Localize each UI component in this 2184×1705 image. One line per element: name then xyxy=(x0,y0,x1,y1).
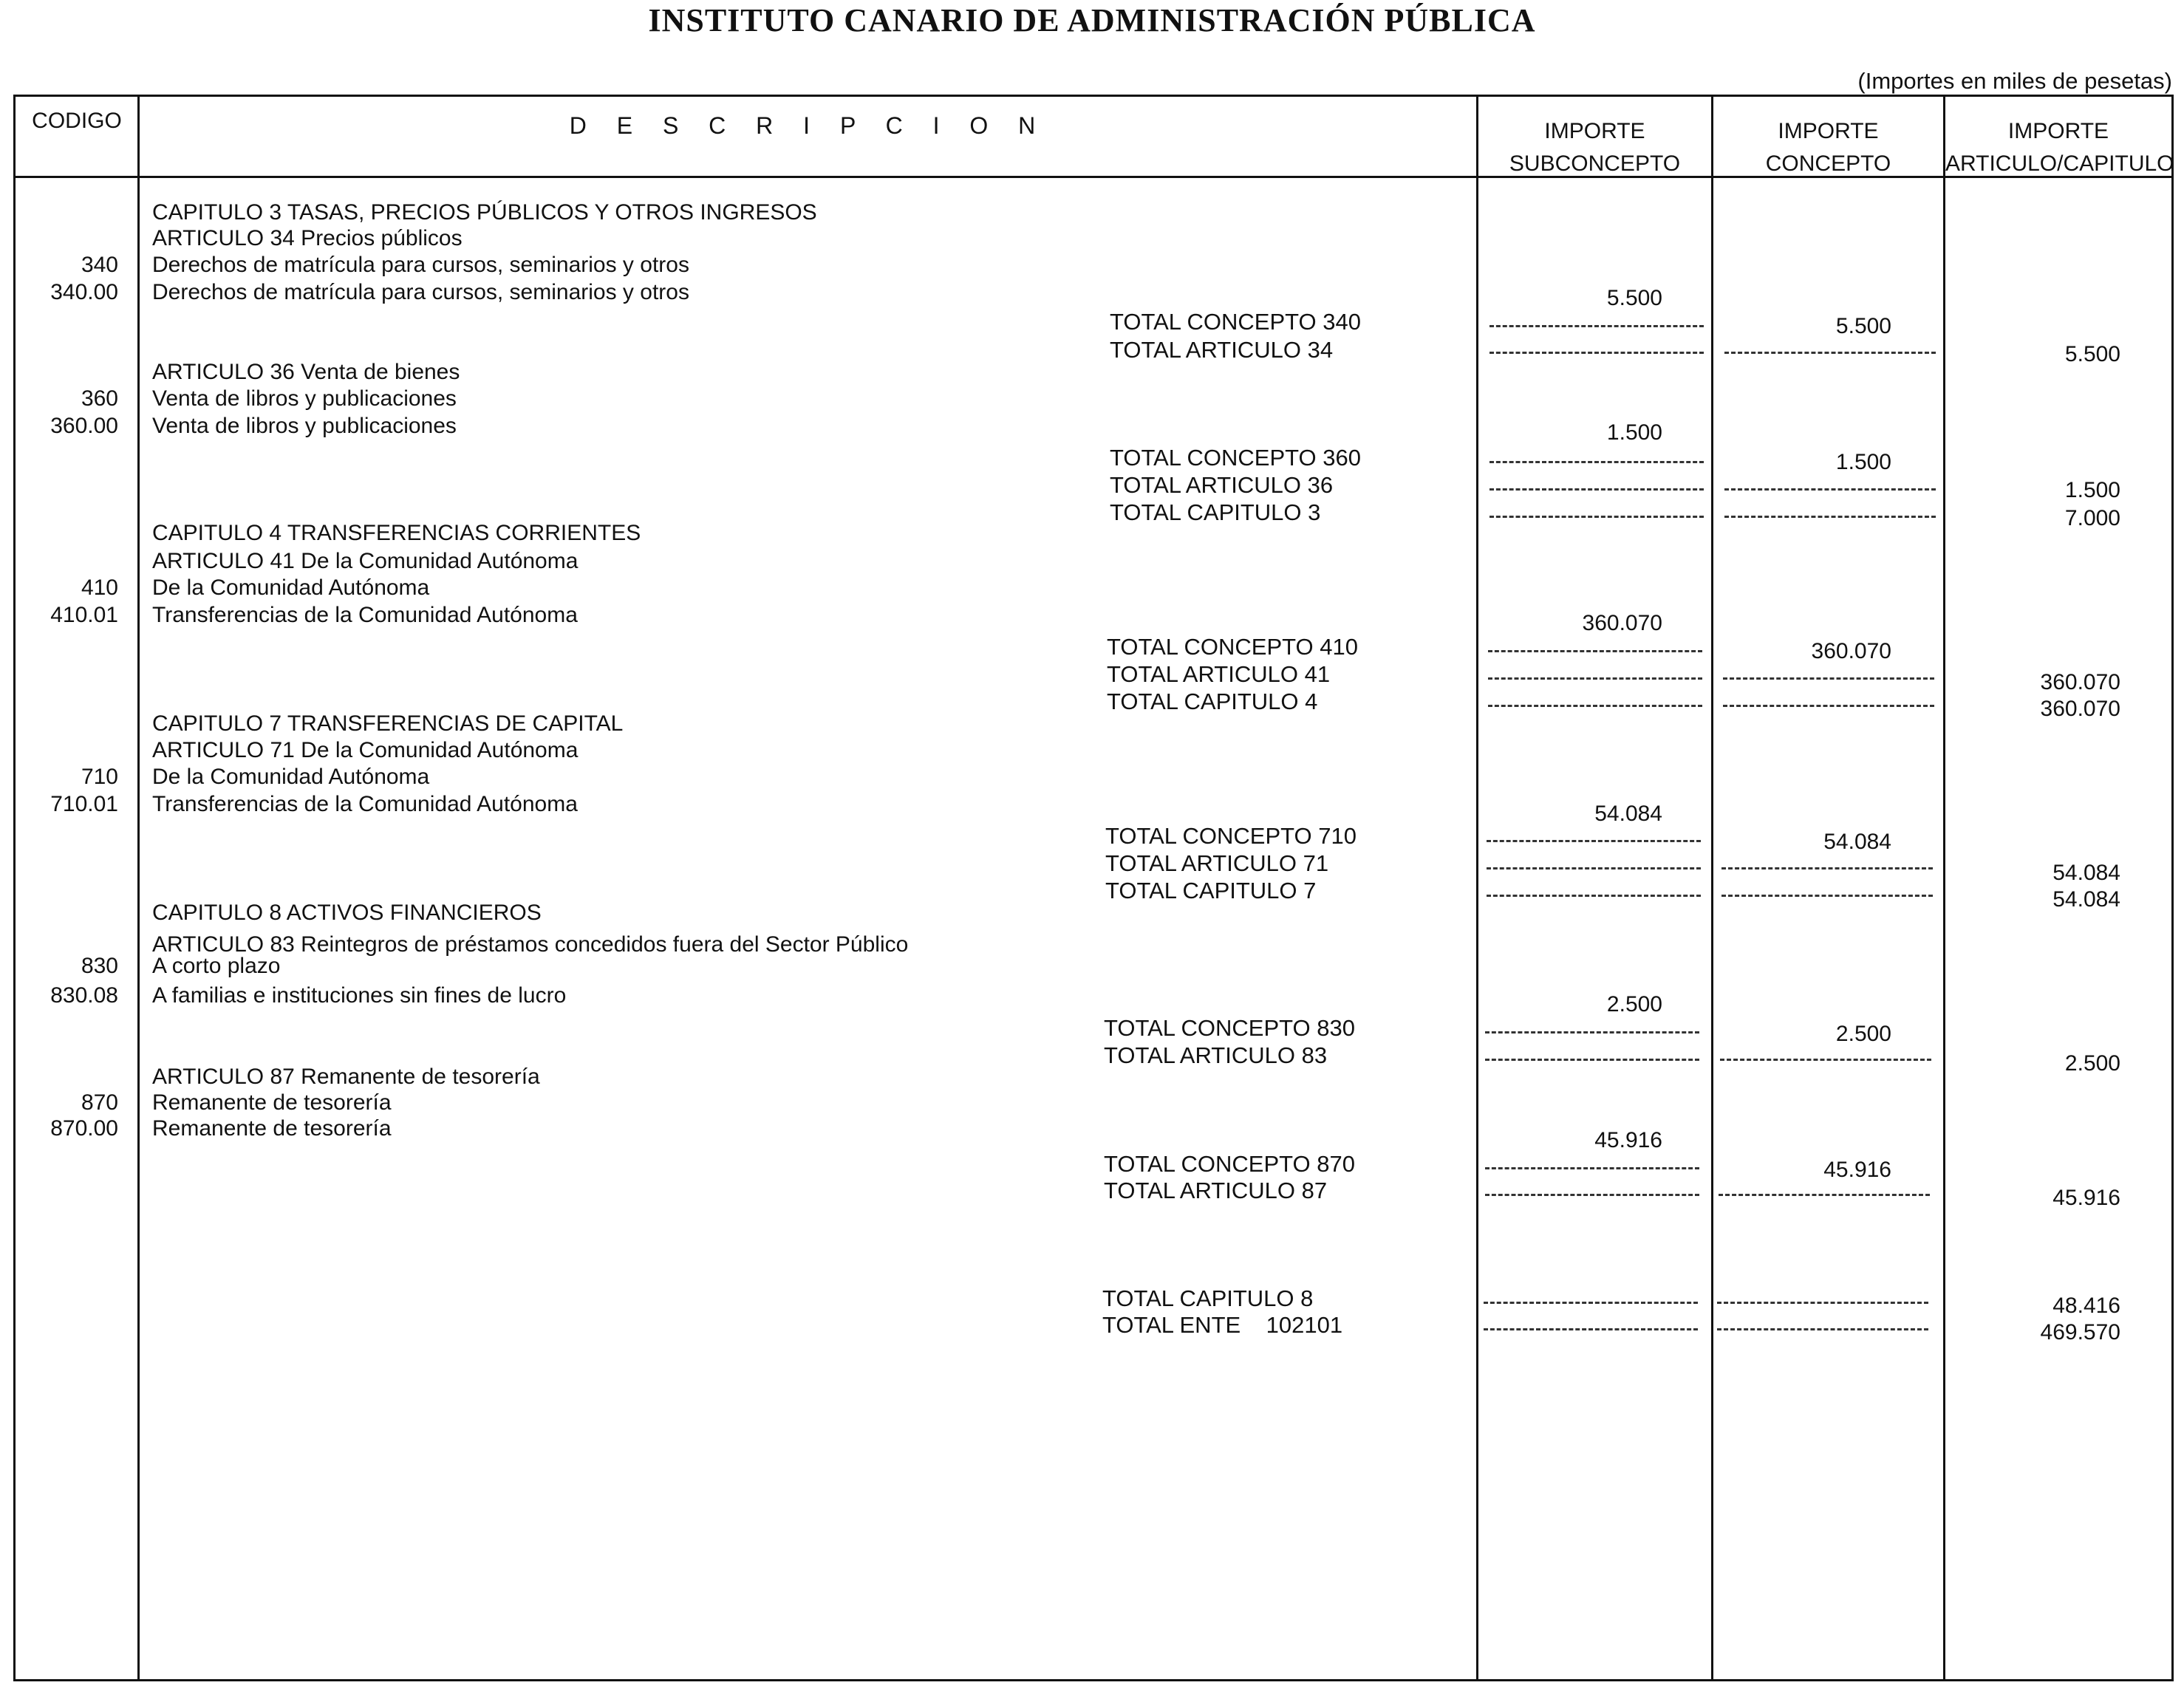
header-line: IMPORTE xyxy=(1778,119,1879,143)
header-descripcion: D E S C R I P C I O N xyxy=(569,112,1048,139)
articulo-amount: 1.500 xyxy=(2064,478,2120,502)
row-description: CAPITULO 3 TASAS, PRECIOS PÚBLICOS Y OTROS INGRESOS xyxy=(152,200,817,225)
dashed-leader xyxy=(1489,461,1704,463)
row-description: ARTICULO 41 De la Comunidad Autónoma xyxy=(152,549,579,573)
dashed-leader xyxy=(1724,516,1936,518)
articulo-amount: 5.500 xyxy=(2064,342,2120,366)
row-code: 830.08 xyxy=(50,983,118,1008)
dashed-leader xyxy=(1723,705,1934,707)
row-code: 870.00 xyxy=(50,1116,118,1141)
row-code: 360 xyxy=(81,386,118,411)
row-code: 410 xyxy=(81,575,118,600)
row-code: 360.00 xyxy=(50,414,118,438)
dashed-leader xyxy=(1724,488,1936,491)
total-label: TOTAL CAPITULO 8 xyxy=(1102,1285,1314,1311)
row-description: ARTICULO 71 De la Comunidad Autónoma xyxy=(152,738,579,762)
dashed-leader xyxy=(1488,677,1702,680)
dashed-leader xyxy=(1717,1328,1928,1330)
dashed-leader xyxy=(1489,516,1704,518)
row-description: CAPITULO 8 ACTIVOS FINANCIEROS xyxy=(152,901,542,925)
dashed-leader xyxy=(1717,1302,1928,1304)
total-label: TOTAL CONCEPTO 710 xyxy=(1105,823,1357,849)
row-code: 870 xyxy=(81,1090,118,1115)
total-label: TOTAL CONCEPTO 830 xyxy=(1104,1015,1355,1041)
header-importe-concepto xyxy=(1713,115,1943,180)
dashed-leader xyxy=(1487,867,1701,869)
subconcepto-amount: 1.500 xyxy=(1606,420,1662,445)
articulo-amount: 54.084 xyxy=(2052,861,2120,885)
row-description: Transferencias de la Comunidad Autónoma xyxy=(152,792,578,816)
row-description: De la Comunidad Autónoma xyxy=(152,575,430,600)
total-label: TOTAL ARTICULO 71 xyxy=(1105,850,1329,876)
row-code: 340.00 xyxy=(50,280,118,304)
total-label: TOTAL ARTICULO 87 xyxy=(1104,1178,1328,1203)
total-label: TOTAL CAPITULO 3 xyxy=(1110,499,1321,525)
row-description: Derechos de matrícula para cursos, seminarios y otros xyxy=(152,280,689,304)
row-description: A familias e instituciones sin fines de lucro xyxy=(152,983,567,1008)
dashed-leader xyxy=(1485,1031,1699,1033)
row-description: De la Comunidad Autónoma xyxy=(152,765,430,789)
row-code: 410.01 xyxy=(50,603,118,627)
total-label: TOTAL CONCEPTO 410 xyxy=(1107,634,1358,660)
dashed-leader xyxy=(1485,1194,1699,1196)
dashed-leader xyxy=(1489,488,1704,491)
header-importe-subconcepto xyxy=(1478,115,1711,180)
row-description: ARTICULO 83 Reintegros de préstamos concedidos fuera del Sector Público xyxy=(152,932,909,957)
concepto-amount: 360.070 xyxy=(1811,639,1891,663)
subconcepto-amount: 45.916 xyxy=(1594,1128,1662,1152)
row-code: 340 xyxy=(81,253,118,277)
articulo-amount: 54.084 xyxy=(2052,887,2120,912)
concepto-amount: 1.500 xyxy=(1835,450,1891,474)
column-divider xyxy=(1476,95,1478,1681)
subconcepto-amount: 360.070 xyxy=(1582,611,1662,635)
header-line: IMPORTE xyxy=(2007,119,2109,143)
row-description: Transferencias de la Comunidad Autónoma xyxy=(152,603,578,627)
row-description: Remanente de tesorería xyxy=(152,1090,392,1115)
document-title: INSTITUTO CANARIO DE ADMINISTRACIÓN PÚBLICA xyxy=(648,2,1536,38)
row-description: ARTICULO 34 Precios públicos xyxy=(152,226,463,250)
row-description: A corto plazo xyxy=(152,954,281,978)
total-label: TOTAL CAPITULO 7 xyxy=(1105,878,1317,903)
total-label: TOTAL ARTICULO 34 xyxy=(1110,337,1334,363)
concepto-amount: 54.084 xyxy=(1823,830,1891,854)
header-line: ARTICULO/CAPITULO xyxy=(1945,151,2174,176)
units-note: (Importes en miles de pesetas) xyxy=(1857,68,2172,94)
dashed-leader xyxy=(1488,650,1702,652)
dashed-leader xyxy=(1489,325,1704,327)
column-divider xyxy=(137,95,140,1681)
dashed-leader xyxy=(1484,1328,1698,1330)
dashed-leader xyxy=(1488,705,1702,707)
header-importe-articulo-capitulo xyxy=(1945,115,2174,180)
subconcepto-amount: 2.500 xyxy=(1606,992,1662,1016)
dashed-leader xyxy=(1724,352,1936,354)
concepto-amount: 45.916 xyxy=(1823,1158,1891,1182)
articulo-amount: 360.070 xyxy=(2040,670,2120,694)
total-label: TOTAL CONCEPTO 870 xyxy=(1104,1151,1355,1177)
concepto-amount: 5.500 xyxy=(1835,314,1891,338)
articulo-amount: 48.416 xyxy=(2052,1294,2120,1318)
articulo-amount: 360.070 xyxy=(2040,697,2120,721)
dashed-leader xyxy=(1485,1059,1699,1061)
row-description: CAPITULO 7 TRANSFERENCIAS DE CAPITAL xyxy=(152,711,624,736)
dashed-leader xyxy=(1720,1059,1931,1061)
total-label: TOTAL ENTE 102101 xyxy=(1102,1312,1343,1338)
row-description: Remanente de tesorería xyxy=(152,1116,392,1141)
header-line: CONCEPTO xyxy=(1765,151,1891,176)
total-label: TOTAL CAPITULO 4 xyxy=(1107,689,1318,714)
subconcepto-amount: 5.500 xyxy=(1606,286,1662,310)
dashed-leader xyxy=(1719,1194,1930,1196)
row-code: 830 xyxy=(81,954,118,978)
articulo-amount: 7.000 xyxy=(2064,506,2120,530)
dashed-leader xyxy=(1485,1167,1699,1169)
row-description: Venta de libros y publicaciones xyxy=(152,414,457,438)
subconcepto-amount: 54.084 xyxy=(1594,802,1662,826)
dashed-leader xyxy=(1487,895,1701,897)
row-code: 710.01 xyxy=(50,792,118,816)
column-divider xyxy=(1711,95,1713,1681)
concepto-amount: 2.500 xyxy=(1835,1022,1891,1046)
total-label: TOTAL ARTICULO 36 xyxy=(1110,472,1334,498)
header-line: SUBCONCEPTO xyxy=(1509,151,1681,176)
articulo-amount: 2.500 xyxy=(2064,1051,2120,1076)
dashed-leader xyxy=(1721,867,1933,869)
row-description: Venta de libros y publicaciones xyxy=(152,386,457,411)
dashed-leader xyxy=(1484,1302,1698,1304)
row-code: 710 xyxy=(81,765,118,789)
header-codigo: CODIGO xyxy=(32,109,122,133)
column-divider xyxy=(1943,95,1945,1681)
row-description: CAPITULO 4 TRANSFERENCIAS CORRIENTES xyxy=(152,521,641,545)
articulo-amount: 45.916 xyxy=(2052,1186,2120,1210)
row-description: Derechos de matrícula para cursos, seminarios y otros xyxy=(152,253,689,277)
dashed-leader xyxy=(1723,677,1934,680)
dashed-leader xyxy=(1487,840,1701,842)
articulo-amount: 469.570 xyxy=(2040,1320,2120,1344)
row-description: ARTICULO 36 Venta de bienes xyxy=(152,360,460,384)
dashed-leader xyxy=(1721,895,1933,897)
total-label: TOTAL CONCEPTO 340 xyxy=(1110,309,1361,335)
total-label: TOTAL ARTICULO 41 xyxy=(1107,661,1331,687)
header-line: IMPORTE xyxy=(1544,119,1645,143)
row-description: ARTICULO 87 Remanente de tesorería xyxy=(152,1065,540,1089)
total-label: TOTAL CONCEPTO 360 xyxy=(1110,445,1361,471)
dashed-leader xyxy=(1489,352,1704,354)
total-label: TOTAL ARTICULO 83 xyxy=(1104,1042,1328,1068)
